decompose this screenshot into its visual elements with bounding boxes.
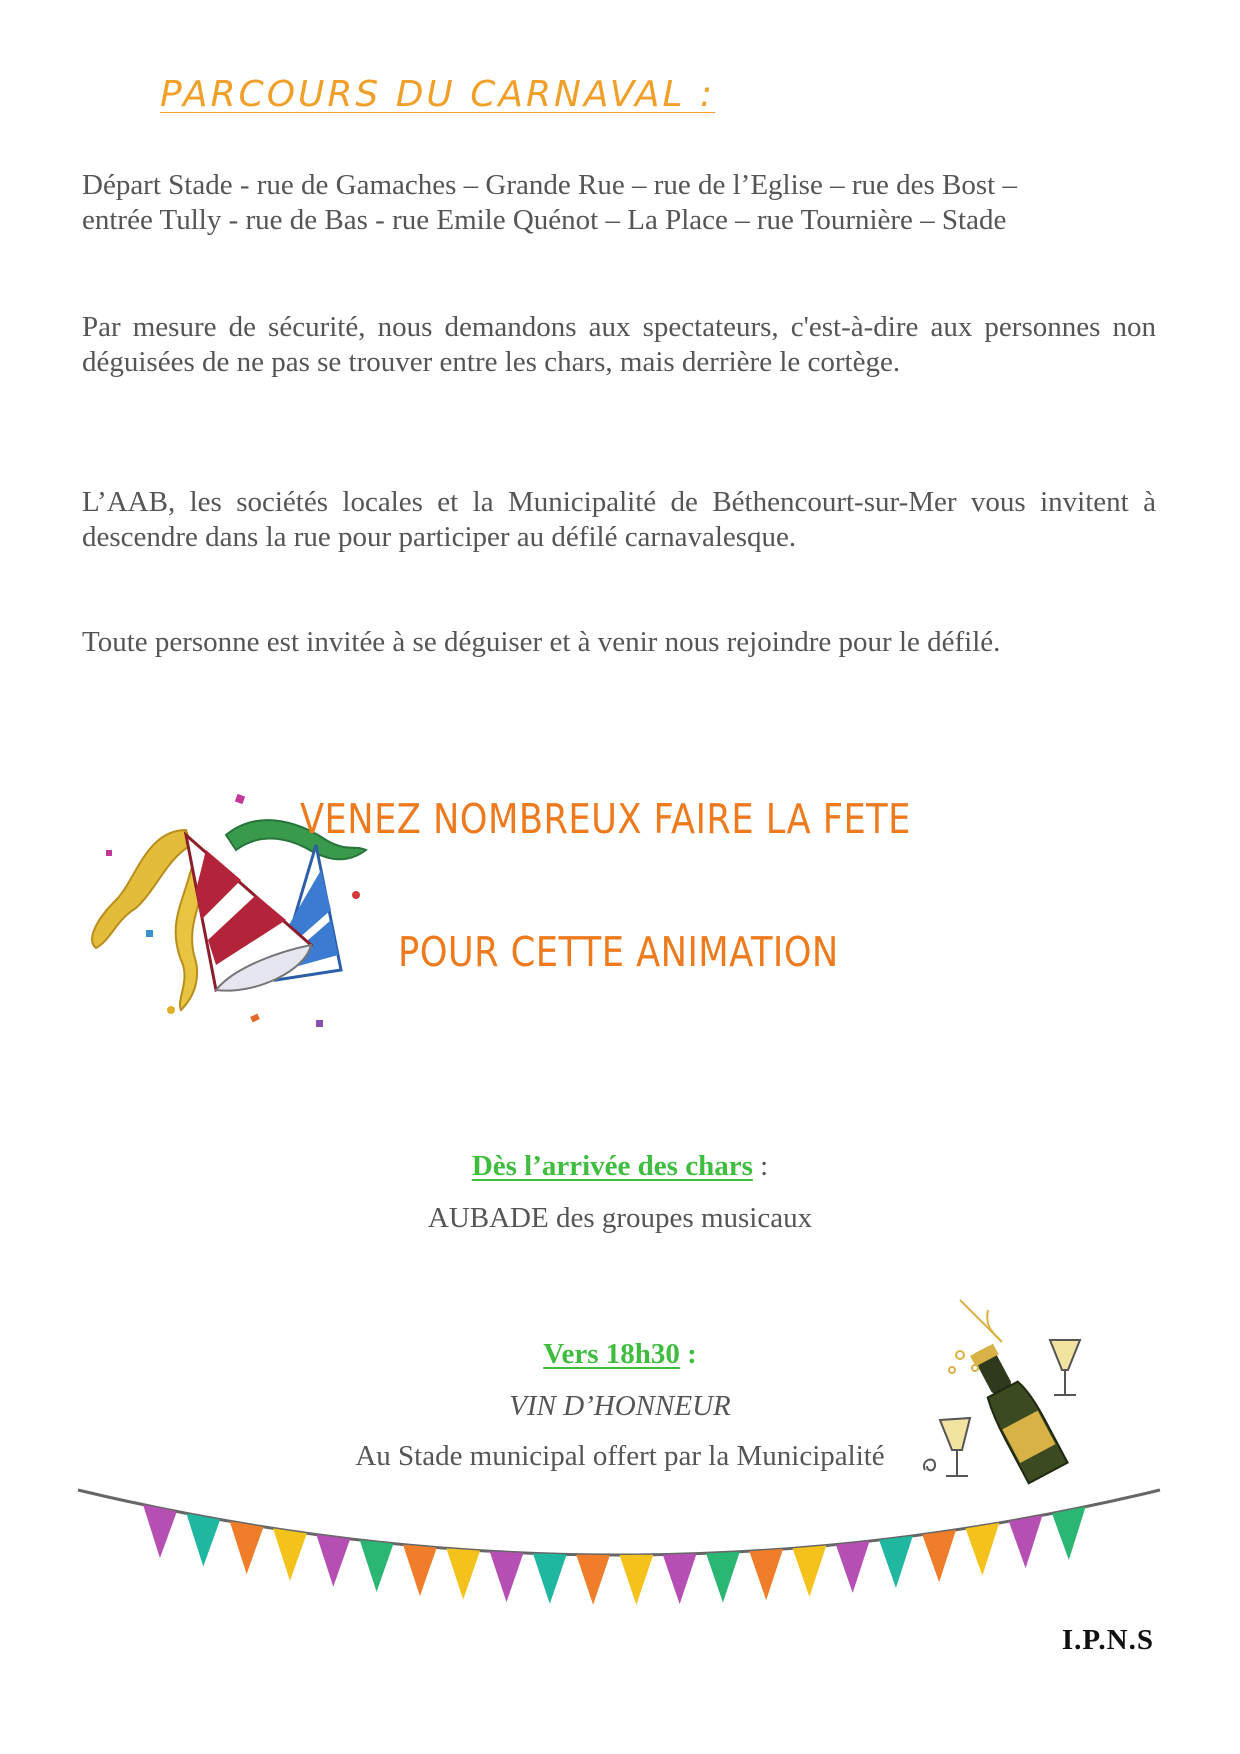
champagne-icon: [930, 1300, 1090, 1490]
bunting-flag: [490, 1551, 524, 1602]
bunting-flag: [836, 1541, 870, 1593]
vin-detail: Au Stade municipal offert par la Municipalité: [355, 1440, 885, 1472]
bunting-flag: [403, 1545, 437, 1596]
invitation-paragraph: L’AAB, les sociétés locales et la Municipalité de Béthencourt-sur-Mer vous invitent à descendre dans la rue pour participer au défilé carnavalesque.: [82, 486, 1156, 553]
bunting-icon: [0, 1470, 1240, 1650]
bunting-flag: [576, 1555, 610, 1605]
bunting-flag: [1052, 1507, 1086, 1560]
bunting-flag: [273, 1528, 307, 1580]
bunting-flag: [316, 1535, 350, 1587]
vin-title: VIN D’HONNEUR: [509, 1390, 731, 1422]
bunting-flag: [966, 1523, 1000, 1576]
bunting-flag: [446, 1548, 480, 1599]
bunting-flag: [922, 1530, 956, 1582]
arrivee-heading: [0, 1150, 1240, 1183]
headline-line-2: POUR CETTE ANIMATION: [398, 928, 839, 976]
bunting-flag: [879, 1536, 913, 1588]
bunting-flag: [230, 1521, 264, 1574]
bunting-flag: [360, 1540, 394, 1592]
bunting-flag: [1009, 1515, 1043, 1568]
bunting-flag: [186, 1513, 220, 1566]
bunting-flag: [749, 1549, 783, 1600]
bunting-flag: [706, 1552, 740, 1603]
bunting-flag: [663, 1554, 697, 1604]
vin-colon: :: [679, 1338, 697, 1370]
bunting-flag: [620, 1555, 654, 1605]
bunting-flag: [793, 1545, 827, 1596]
route-line-2: entrée Tully - rue de Bas - rue Emile Quénot – La Place – rue Tournière – Stade: [82, 204, 1007, 236]
costume-paragraph: Toute personne est invitée à se déguiser et à venir nous rejoindre pour le défilé.: [82, 626, 1001, 658]
ipns-footer: I.P.N.S: [1061, 1624, 1154, 1656]
arrivee-detail: AUBADE des groupes musicaux: [427, 1202, 813, 1234]
page-title: PARCOURS DU CARNAVAL :: [160, 74, 716, 115]
safety-paragraph: Par mesure de sécurité, nous demandons aux spectateurs, c'est-à-dire aux personnes non déguisées de ne pas se trouver entre les chars, mais derrière le cortège.: [82, 311, 1156, 378]
headline-line-1: VENEZ NOMBREUX FAIRE LA FETE: [300, 795, 911, 843]
arrivee-colon: :: [752, 1150, 769, 1182]
route-line-1: Départ Stade - rue de Gamaches – Grande Rue – rue de l’Eglise – rue des Bost –: [82, 169, 1017, 201]
bunting-flag: [533, 1553, 567, 1604]
route-paragraph: [82, 168, 1156, 238]
vin-time-label: Vers 18h30: [543, 1338, 680, 1370]
bunting-flag: [143, 1505, 177, 1558]
arrivee-label: Dès l’arrivée des chars: [471, 1150, 753, 1182]
